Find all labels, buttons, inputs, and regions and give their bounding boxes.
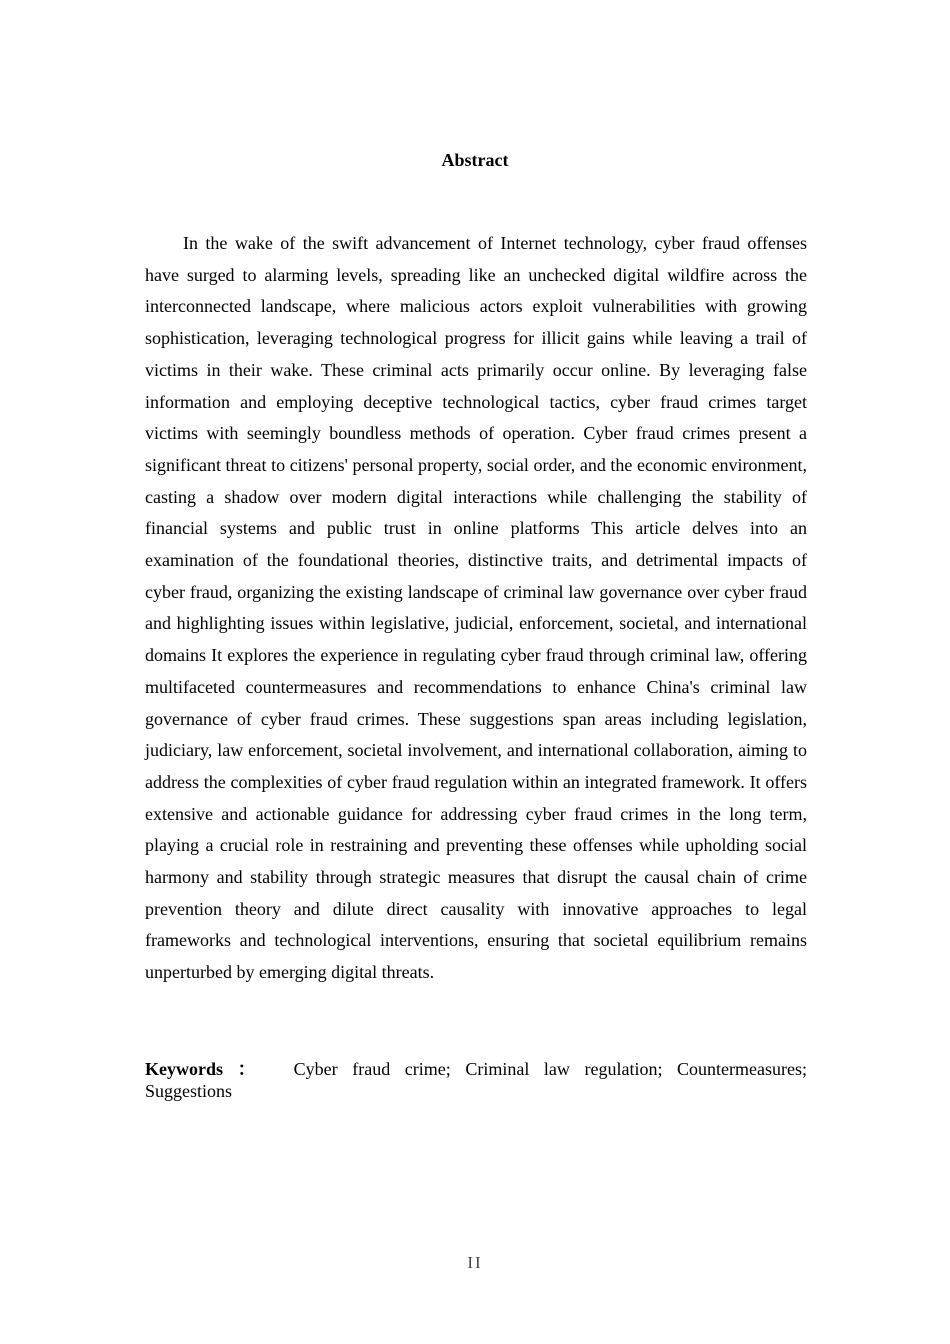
abstract-paragraph: In the wake of the swift advancement of Internet technology, cyber fraud offenses have surged to alarming levels, spreading like an unchecked digital wildfire across the interconnected landscape, where malicious actors exploit vulnerabilities with growing sophistication, leveraging technological progress for illicit gains while leaving a trail of victims in their wake. These criminal acts primarily occur online. By leveraging false information and employing deceptive technological tactics, cyber fraud crimes target victims with seemingly boundless methods of operation. Cyber fraud crimes present a significant threat to citizens' personal property, social order, and the economic environment, casting a shadow over modern digital interactions while challenging the stability of financial systems and public trust in online platforms This article delves into an examination of the foundational theories, distinctive traits, and detrimental impacts of cyber fraud, organizing the existing landscape of criminal law governance over cyber fraud and highlighting issues within legislative, judicial, enforcement, societal, and international domains It explores the experience in regulating cyber fraud through criminal law, offering multifaceted countermeasures and recommendations to enhance China's criminal law governance of cyber fraud crimes. These suggestions span areas including legislation, judiciary, law enforcement, societal involvement, and international collaboration, aiming to address the complexities of cyber fraud regulation within an integrated framework. It offers extensive and actionable guidance for addressing cyber fraud crimes in the long term, playing a crucial role in restraining and preventing these offenses while upholding social harmony and stability through strategic measures that disrupt the causal chain of crime prevention theory and dilute direct causality with innovative approaches to legal frameworks and technological interventions, ensuring that societal equilibrium remains unperturbed by emerging digital threats. <box>145 233 807 983</box>
page-number: II <box>467 1253 483 1272</box>
keywords-line <box>145 1058 807 1102</box>
abstract-title: Abstract <box>441 150 509 170</box>
keywords-label: Keywords ： <box>145 1059 266 1079</box>
keywords-text: Cyber fraud crime; Criminal law regulation; Countermeasures; Suggestions <box>145 1059 807 1101</box>
